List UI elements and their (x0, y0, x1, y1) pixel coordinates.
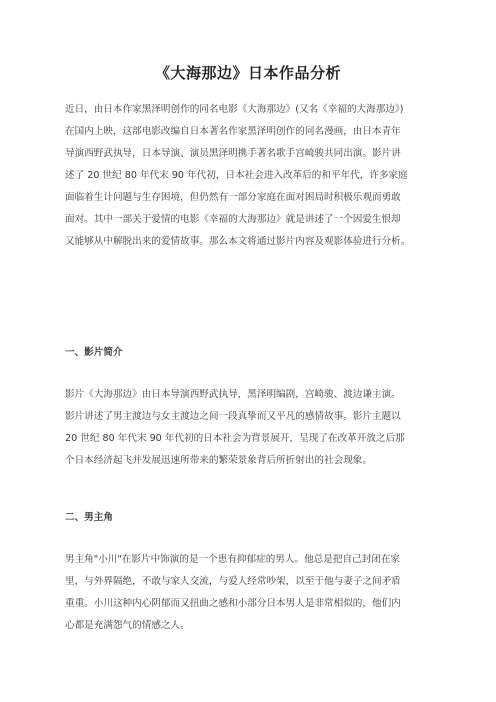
section-paragraph-protagonist (65, 549, 425, 637)
document-title: 《大海那边》日本作品分析 (154, 64, 341, 82)
section-paragraph-intro (65, 384, 425, 472)
paragraph-line: 里，与外界隔绝，不敢与家人交流，与爱人经常吵架，以至于他与妻子之间矛盾 (65, 576, 401, 587)
paragraph-line: 20 世纪 80 年代末 90 年代初的日本社会为背景展开，呈现了在改革开放之后那 (65, 433, 405, 444)
paragraph-line: 面对。其中一部关于爱情的电影《幸福的大海那边》就是讲述了一个因爱生恨却 (65, 214, 401, 225)
section-heading-protagonist: 二、男主角 (65, 512, 113, 523)
paragraph-line: 述了 20 世纪 80 年代末 90 年代初，日本社会进入改革后的和平年代，许多家庭 (65, 170, 408, 181)
paragraph-line: 近日，由日本作家黑泽明创作的同名电影《大海那边》(又名《幸福的大海那边》) (65, 104, 404, 115)
paragraph-line: 重重。小川这种内心阴郁而又扭曲之感和小部分日本男人是非常相似的，他们内 (65, 598, 401, 609)
intro-paragraph (65, 99, 425, 253)
paragraph-line: 面临着生计问题与生存困境，但仍然有一部分家庭在面对困局时积极乐观而勇敢 (65, 192, 401, 203)
paragraph-line: 又能够从中解脱出来的爱情故事。那么本文将通过影片内容及观影体验进行分析。 (65, 236, 411, 247)
paragraph-line: 个日本经济起飞并发展迅速所带来的繁荣景象背后所折射出的社会现象。 (65, 455, 372, 466)
paragraph-line: 心都是充满怨气的情感之人。 (65, 620, 190, 631)
paragraph-line: 导演西野武执导，日本导演、演员黑泽明携手著名歌手宫崎骏共同出演。影片讲 (65, 148, 401, 159)
paragraph-line: 男主角"小川"在影片中饰演的是一个患有抑郁症的男人。他总是把自己封闭在家 (65, 554, 401, 565)
paragraph-line: 在国内上映，这部电影改编自日本著名作家黑泽明创作的同名漫画，由日本青年 (65, 126, 401, 137)
paragraph-line: 影片讲述了男主渡边与女主渡边之间一段真挚而又平凡的感情故事。影片主题以 (65, 411, 401, 422)
section-heading-intro: 一、影片简介 (65, 347, 123, 358)
paragraph-line: 影片《大海那边》由日本导演西野武执导，黑泽明编剧，宫崎骏、渡边谦主演。 (65, 389, 401, 400)
